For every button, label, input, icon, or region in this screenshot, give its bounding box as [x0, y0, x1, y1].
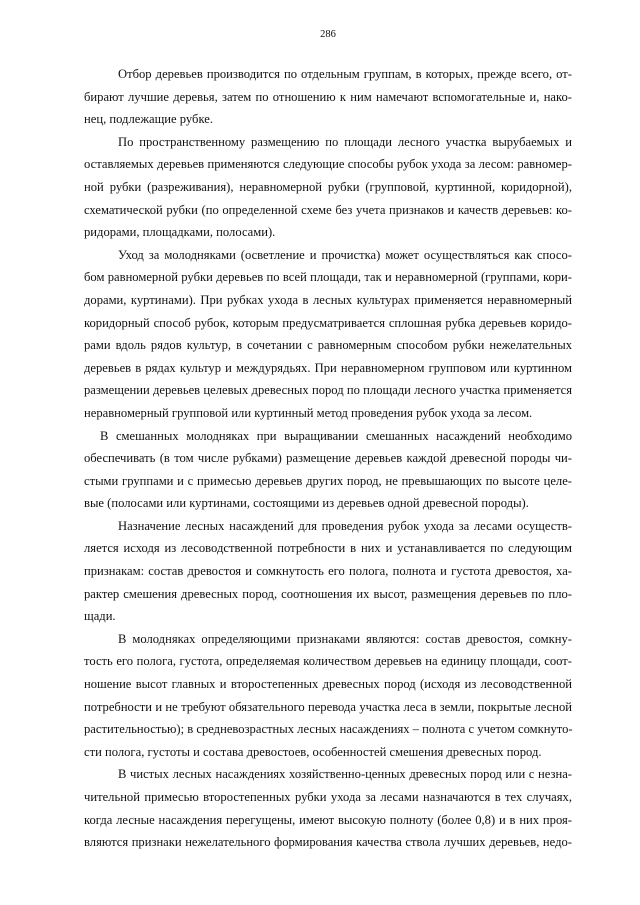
text-line: сти полога, густоты и состава древостоев, особенностей смешения древесных пород.	[84, 744, 542, 759]
paragraph	[84, 131, 572, 244]
paragraph	[84, 628, 572, 764]
paragraph	[84, 763, 572, 853]
paragraph	[84, 515, 572, 628]
text-line: рактер смешения древесных пород, соотношения их высот, размещения деревьев по пло-	[84, 586, 572, 601]
text-line: коридорный способ рубок, которым предусматривается сплошная рубка деревьев коридо-	[84, 315, 572, 330]
text-line: признакам: состав древостоя и сомкнутость его полога, полнота и густота древостоя, ха-	[84, 564, 572, 579]
paragraph	[84, 425, 572, 515]
text-line: Уход за молодняками (осветление и прочистка) может осуществляться как спосо-	[118, 247, 572, 262]
text-line: чительной примесью второстепенных рубки ухода за лесами назначаются в тех случаях,	[84, 790, 572, 804]
text-line: бирают лучшие деревья, затем по отношению к ним намечают вспомогательные и, нако-	[84, 89, 572, 104]
text-line: дорами, куртинами). При рубках ухода в лесных культурах применяется неравномерный	[84, 292, 572, 307]
text-line: ляется исходя из лесоводственной потребности в них и устанавливается по следующим	[84, 541, 572, 556]
text-line: Назначение лесных насаждений для проведения рубок ухода за лесами осуществ-	[118, 518, 572, 533]
text-line: размещении деревьев целевых древесных пород по площади лесного участка применяется	[84, 383, 572, 398]
paragraph	[84, 244, 572, 425]
text-line: тость его полога, густота, определяемая количеством деревьев на единицу площади, соот-	[84, 654, 572, 669]
text-line: ношение высот главных и второстепенных древесных пород (исходя из лесоводственной	[84, 677, 572, 692]
text-line: В смешанных молодняках при выращивании смешанных насаждений необходимо	[100, 428, 572, 443]
text-line: бом равномерной рубки деревьев по всей площади, так и неравномерной (группами, кори-	[84, 270, 572, 285]
text-line: нец, подлежащие рубке.	[84, 112, 213, 127]
text-line: неравномерный групповой или куртинный метод проведения рубок ухода за лесом.	[84, 405, 533, 420]
text-line: обеспечивать (в том числе рубками) размещение деревьев каждой древесной породы чи-	[84, 451, 572, 466]
text-line: когда лесные насаждения перегущены, имеют высокую полноту (более 0,8) и в них проя-	[84, 812, 572, 827]
text-line: оставляемых деревьев применяются следующие способы рубок ухода за лесом: равномер-	[84, 157, 572, 172]
text-line: ридорами, площадками, полосами).	[84, 225, 276, 240]
text-line: В чистых лесных насаждениях хозяйственно-ценных древесных пород или с незна-	[118, 767, 572, 782]
text-line: схематической рубки (по определенной схеме без учета признаков и качеств деревьев: ко-	[84, 202, 572, 217]
text-line: вые (полосами или куртинами, состоящими из деревьев одной древесной породы).	[84, 496, 529, 511]
text-line: рами вдоль рядов культур, в сочетании с равномерным способом рубки нежелательных	[84, 338, 572, 353]
text-line: щади.	[84, 609, 116, 624]
text-line: вляются признаки нежелательного формирования качества ствола лучших деревьев, недо-	[84, 835, 572, 850]
body-text	[84, 63, 572, 854]
text-line: По пространственному размещению по площади лесного участка вырубаемых и	[118, 134, 572, 149]
text-line: растительностью); в средневозрастных лесных насаждениях – полнота с учетом сомкнуто-	[84, 722, 573, 737]
text-line: В молодняках определяющими признаками являются: состав древостоя, сомкну-	[118, 631, 572, 646]
text-line: Отбор деревьев производится по отдельным группам, в которых, прежде всего, от-	[118, 67, 572, 81]
text-line: ной рубки (разреживания), неравномерной рубки (групповой, куртинной, коридорной),	[84, 179, 572, 194]
text-line: потребности и не требуют обязательного перевода участка леса в земли, покрытые лесной	[84, 699, 572, 714]
text-line: стыми группами и с примесью деревьев других пород, не превышающих по высоте целе-	[84, 473, 572, 488]
text-line: деревьев в рядах культур и междурядьях. При неравномерном групповом или куртинном	[84, 360, 572, 375]
page-number: 286	[320, 29, 336, 40]
paragraph	[84, 63, 572, 131]
